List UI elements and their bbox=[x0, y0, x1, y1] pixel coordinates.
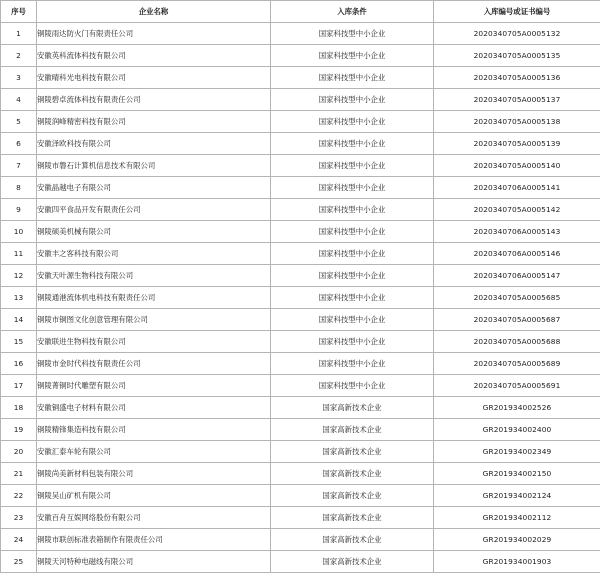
row-serial-number: 2 bbox=[1, 45, 37, 67]
row-entry-condition: 国家科技型中小企业 bbox=[271, 375, 434, 397]
row-entry-condition: 国家科技型中小企业 bbox=[271, 177, 434, 199]
table-row bbox=[1, 353, 600, 375]
table-header bbox=[1, 1, 600, 23]
table-row bbox=[1, 287, 600, 309]
row-entry-code: 2020340705A0005142 bbox=[434, 199, 600, 221]
row-entry-condition: 国家科技型中小企业 bbox=[271, 155, 434, 177]
row-entry-code: 2020340705A0005689 bbox=[434, 353, 600, 375]
row-entry-code: 2020340705A0005687 bbox=[434, 309, 600, 331]
row-entry-condition: 国家高新技术企业 bbox=[271, 463, 434, 485]
row-serial-number: 15 bbox=[1, 331, 37, 353]
row-entry-code: GR201934002112 bbox=[434, 507, 600, 529]
table-row bbox=[1, 375, 600, 397]
row-serial-number: 21 bbox=[1, 463, 37, 485]
row-entry-condition: 国家科技型中小企业 bbox=[271, 287, 434, 309]
row-enterprise-name: 铜陵吴山矿机有限公司 bbox=[37, 485, 271, 507]
row-serial-number: 4 bbox=[1, 89, 37, 111]
row-entry-code: 2020340706A0005147 bbox=[434, 265, 600, 287]
table-row bbox=[1, 23, 600, 45]
row-entry-code: 2020340706A0005146 bbox=[434, 243, 600, 265]
row-enterprise-name: 铜陵市磐石计算机信息技术有限公司 bbox=[37, 155, 271, 177]
row-enterprise-name: 安徽联进生物科技有限公司 bbox=[37, 331, 271, 353]
row-entry-code: 2020340706A0005141 bbox=[434, 177, 600, 199]
header-row bbox=[1, 1, 600, 23]
table-row bbox=[1, 551, 600, 573]
table-row bbox=[1, 89, 600, 111]
row-entry-code: 2020340705A0005139 bbox=[434, 133, 600, 155]
row-entry-condition: 国家高新技术企业 bbox=[271, 419, 434, 441]
row-serial-number: 23 bbox=[1, 507, 37, 529]
table-row bbox=[1, 507, 600, 529]
row-serial-number: 18 bbox=[1, 397, 37, 419]
row-entry-code: GR201934002526 bbox=[434, 397, 600, 419]
row-entry-condition: 国家科技型中小企业 bbox=[271, 243, 434, 265]
row-entry-condition: 国家高新技术企业 bbox=[271, 441, 434, 463]
table-row bbox=[1, 45, 600, 67]
row-entry-code: 2020340705A0005691 bbox=[434, 375, 600, 397]
row-entry-code: 2020340705A0005138 bbox=[434, 111, 600, 133]
row-entry-condition: 国家科技型中小企业 bbox=[271, 265, 434, 287]
header-entry-condition: 入库条件 bbox=[271, 1, 434, 23]
table-row bbox=[1, 221, 600, 243]
table-row bbox=[1, 67, 600, 89]
table-body bbox=[1, 23, 600, 573]
table-row bbox=[1, 177, 600, 199]
row-enterprise-name: 安徽泽欧科技有限公司 bbox=[37, 133, 271, 155]
table-row bbox=[1, 309, 600, 331]
table-row bbox=[1, 331, 600, 353]
row-entry-condition: 国家科技型中小企业 bbox=[271, 67, 434, 89]
row-serial-number: 3 bbox=[1, 67, 37, 89]
row-entry-condition: 国家高新技术企业 bbox=[271, 551, 434, 573]
row-entry-code: 2020340705A0005140 bbox=[434, 155, 600, 177]
table-row bbox=[1, 529, 600, 551]
row-entry-condition: 国家高新技术企业 bbox=[271, 529, 434, 551]
table-row bbox=[1, 111, 600, 133]
row-entry-condition: 国家科技型中小企业 bbox=[271, 45, 434, 67]
row-enterprise-name: 铜陵硕美机械有限公司 bbox=[37, 221, 271, 243]
row-serial-number: 14 bbox=[1, 309, 37, 331]
row-enterprise-name: 铜陵市铜图文化创意管理有限公司 bbox=[37, 309, 271, 331]
row-entry-condition: 国家科技型中小企业 bbox=[271, 23, 434, 45]
row-enterprise-name: 安徽晶越电子有限公司 bbox=[37, 177, 271, 199]
row-serial-number: 16 bbox=[1, 353, 37, 375]
row-entry-condition: 国家科技型中小企业 bbox=[271, 331, 434, 353]
row-entry-code: 2020340705A0005688 bbox=[434, 331, 600, 353]
header-serial-number: 序号 bbox=[1, 1, 37, 23]
table-row bbox=[1, 133, 600, 155]
row-entry-condition: 国家科技型中小企业 bbox=[271, 309, 434, 331]
row-enterprise-name: 安徽汇泰车轮有限公司 bbox=[37, 441, 271, 463]
row-enterprise-name: 安徽四平食品开发有限责任公司 bbox=[37, 199, 271, 221]
row-entry-condition: 国家科技型中小企业 bbox=[271, 89, 434, 111]
row-entry-condition: 国家科技型中小企业 bbox=[271, 221, 434, 243]
row-serial-number: 9 bbox=[1, 199, 37, 221]
row-entry-code: GR201934002124 bbox=[434, 485, 600, 507]
row-entry-condition: 国家高新技术企业 bbox=[271, 485, 434, 507]
table-row bbox=[1, 243, 600, 265]
row-serial-number: 17 bbox=[1, 375, 37, 397]
table-row bbox=[1, 485, 600, 507]
row-serial-number: 25 bbox=[1, 551, 37, 573]
row-entry-code: 2020340705A0005136 bbox=[434, 67, 600, 89]
row-serial-number: 20 bbox=[1, 441, 37, 463]
row-entry-condition: 国家科技型中小企业 bbox=[271, 111, 434, 133]
row-entry-code: 2020340705A0005685 bbox=[434, 287, 600, 309]
row-enterprise-name: 铜陵尚美新材料包装有限公司 bbox=[37, 463, 271, 485]
row-serial-number: 1 bbox=[1, 23, 37, 45]
row-enterprise-name: 安徽百舟互娱网络股份有限公司 bbox=[37, 507, 271, 529]
row-enterprise-name: 安徽丰之客科技有限公司 bbox=[37, 243, 271, 265]
row-entry-condition: 国家高新技术企业 bbox=[271, 507, 434, 529]
row-enterprise-name: 安徽英科流体科技有限公司 bbox=[37, 45, 271, 67]
row-serial-number: 8 bbox=[1, 177, 37, 199]
row-enterprise-name: 铜陵精锋集造科技有限公司 bbox=[37, 419, 271, 441]
row-serial-number: 24 bbox=[1, 529, 37, 551]
row-entry-code: 2020340705A0005132 bbox=[434, 23, 600, 45]
row-entry-condition: 国家科技型中小企业 bbox=[271, 199, 434, 221]
table-row bbox=[1, 199, 600, 221]
row-serial-number: 6 bbox=[1, 133, 37, 155]
row-entry-condition: 国家科技型中小企业 bbox=[271, 353, 434, 375]
row-serial-number: 19 bbox=[1, 419, 37, 441]
row-entry-code: 2020340706A0005143 bbox=[434, 221, 600, 243]
header-entry-code: 入库编号或证书编号 bbox=[434, 1, 600, 23]
row-serial-number: 7 bbox=[1, 155, 37, 177]
row-entry-condition: 国家科技型中小企业 bbox=[271, 133, 434, 155]
row-enterprise-name: 铜陵天河特种电磁线有限公司 bbox=[37, 551, 271, 573]
row-serial-number: 22 bbox=[1, 485, 37, 507]
row-enterprise-name: 铜陵雨达防火门有限责任公司 bbox=[37, 23, 271, 45]
row-enterprise-name: 铜陵菁铜时代雕塑有限公司 bbox=[37, 375, 271, 397]
row-entry-code: 2020340705A0005137 bbox=[434, 89, 600, 111]
row-enterprise-name: 安徽晴科光电科技有限公司 bbox=[37, 67, 271, 89]
row-enterprise-name: 铜陵通港流体机电科技有限责任公司 bbox=[37, 287, 271, 309]
row-serial-number: 5 bbox=[1, 111, 37, 133]
row-enterprise-name: 铜陵碧卓流体科技有限责任公司 bbox=[37, 89, 271, 111]
row-entry-code: GR201934002029 bbox=[434, 529, 600, 551]
table-row bbox=[1, 155, 600, 177]
row-serial-number: 13 bbox=[1, 287, 37, 309]
row-entry-code: GR201934001903 bbox=[434, 551, 600, 573]
table-row bbox=[1, 463, 600, 485]
row-entry-code: GR201934002150 bbox=[434, 463, 600, 485]
row-serial-number: 11 bbox=[1, 243, 37, 265]
row-serial-number: 10 bbox=[1, 221, 37, 243]
row-serial-number: 12 bbox=[1, 265, 37, 287]
row-enterprise-name: 铜陵润峰精密科技有限公司 bbox=[37, 111, 271, 133]
row-enterprise-name: 铜陵市金时代科技有限责任公司 bbox=[37, 353, 271, 375]
row-entry-code: GR201934002349 bbox=[434, 441, 600, 463]
row-entry-code: 2020340705A0005135 bbox=[434, 45, 600, 67]
row-enterprise-name: 铜陵市联创标准表箱制作有限责任公司 bbox=[37, 529, 271, 551]
table-row bbox=[1, 265, 600, 287]
header-enterprise-name: 企业名称 bbox=[37, 1, 271, 23]
table-row bbox=[1, 419, 600, 441]
table-row bbox=[1, 441, 600, 463]
row-enterprise-name: 安徽铜盛电子材料有限公司 bbox=[37, 397, 271, 419]
row-enterprise-name: 安徽天叶源生物科技有限公司 bbox=[37, 265, 271, 287]
table-row bbox=[1, 397, 600, 419]
row-entry-code: GR201934002400 bbox=[434, 419, 600, 441]
row-entry-condition: 国家高新技术企业 bbox=[271, 397, 434, 419]
